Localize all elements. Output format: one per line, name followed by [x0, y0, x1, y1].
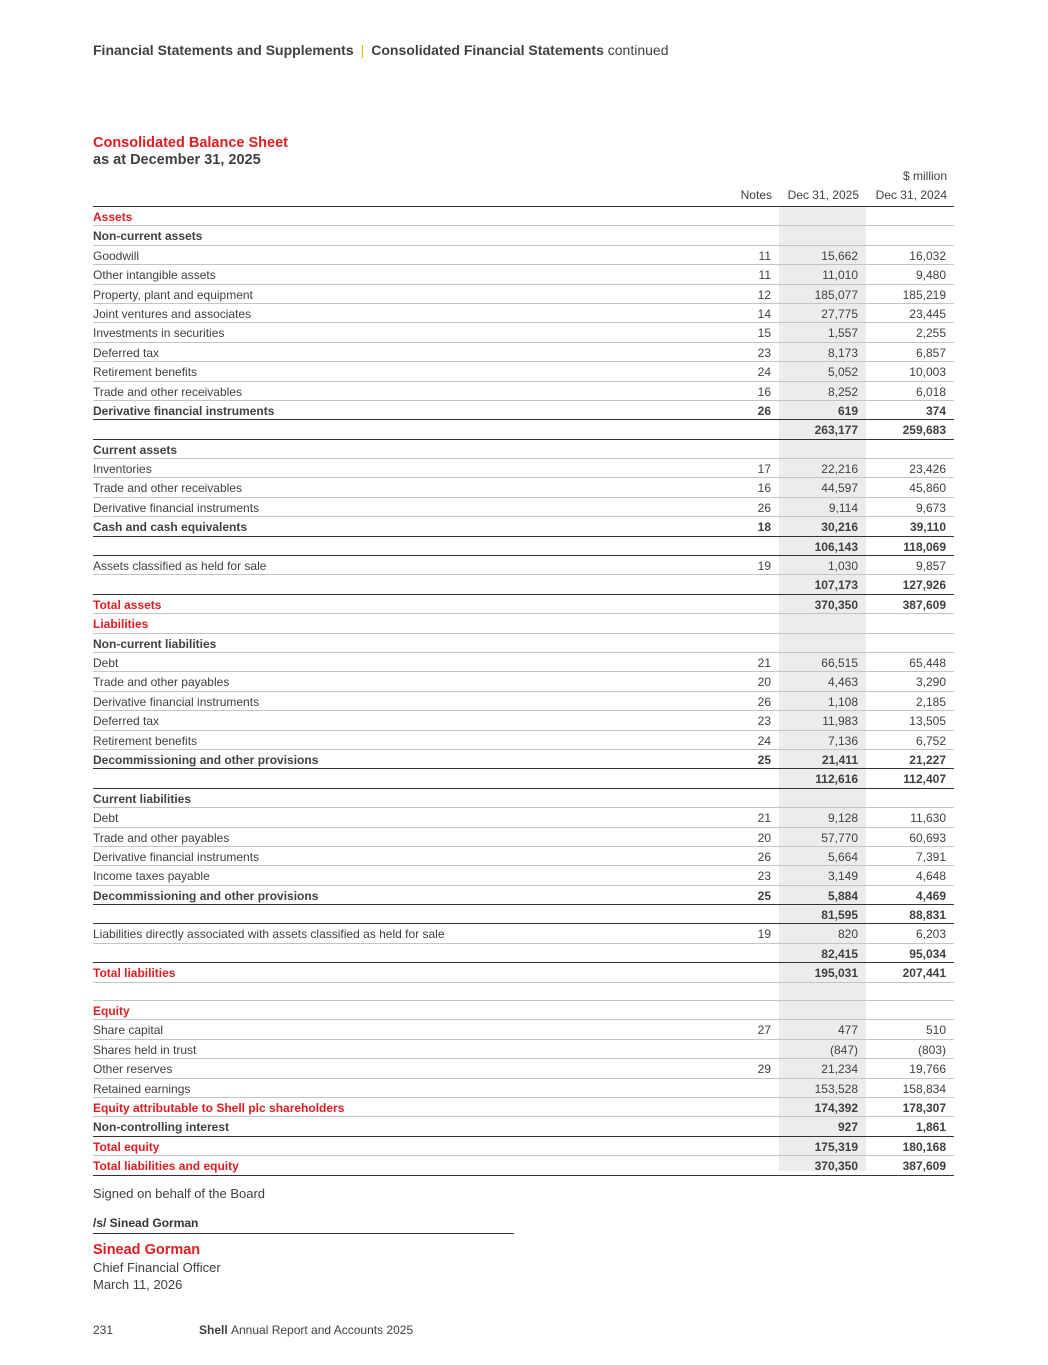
- row-label: Equity attributable to Shell plc shareholders: [93, 1100, 345, 1115]
- value-2024: 16,032: [909, 248, 946, 263]
- value-2025: 185,077: [814, 287, 858, 302]
- value-2024: 259,683: [902, 423, 946, 438]
- value-2025: 66,515: [821, 655, 858, 670]
- page-footer: [93, 1323, 414, 1337]
- value-2025: 153,528: [814, 1081, 858, 1096]
- value-2024: 4,648: [915, 869, 946, 884]
- column-header-notes: Notes: [740, 188, 772, 202]
- row-note: 19: [757, 927, 771, 942]
- table-row: [93, 1040, 954, 1059]
- table-row: [93, 343, 954, 362]
- row-label: Assets classified as held for sale: [93, 559, 267, 574]
- row-label: Share capital: [93, 1023, 164, 1038]
- table-row: [93, 789, 954, 808]
- value-2024: (803): [917, 1042, 946, 1057]
- row-label: Derivative financial instruments: [93, 694, 260, 709]
- table-row: [93, 478, 954, 497]
- row-note: 26: [757, 403, 771, 418]
- value-2025: 107,173: [814, 578, 858, 593]
- table-row: [93, 1156, 954, 1175]
- table-row: [93, 866, 954, 885]
- footer-brand: Shell: [199, 1323, 228, 1337]
- table-row: [93, 440, 954, 459]
- table-row: [93, 556, 954, 575]
- row-note: 16: [757, 384, 771, 399]
- value-2024: 60,693: [909, 830, 946, 845]
- value-2025: 21,234: [821, 1062, 858, 1077]
- value-2025: 820: [837, 927, 858, 942]
- value-2025: 5,884: [827, 888, 858, 903]
- row-label: Derivative financial instruments: [93, 849, 260, 864]
- value-2025: 175,319: [814, 1139, 858, 1154]
- row-label: Total equity: [93, 1139, 160, 1154]
- value-2025: 112,616: [815, 772, 858, 787]
- row-label: Inventories: [93, 462, 152, 477]
- value-2024: 3,290: [915, 675, 946, 690]
- value-2025: 370,350: [814, 597, 858, 612]
- value-2025: 106,143: [814, 539, 858, 554]
- value-2024: 11,630: [910, 811, 946, 826]
- column-header-2024: Dec 31, 2024: [875, 188, 947, 202]
- value-2025: 174,392: [814, 1100, 858, 1115]
- value-2024: 178,307: [902, 1100, 946, 1115]
- header-suffix: continued: [607, 42, 669, 58]
- value-2024: 2,255: [915, 326, 946, 341]
- value-2025: 8,173: [827, 345, 858, 360]
- value-2025: 9,114: [828, 500, 858, 515]
- row-label: Retirement benefits: [93, 365, 198, 380]
- row-note: 23: [757, 714, 771, 729]
- signatory-role: Chief Financial Officer: [93, 1260, 221, 1275]
- row-label: Equity: [93, 1004, 130, 1019]
- row-label: Shares held in trust: [93, 1042, 197, 1057]
- row-note: 21: [757, 811, 771, 826]
- value-2025: 8,252: [827, 384, 858, 399]
- table-row: [93, 304, 954, 323]
- table-row: [93, 828, 954, 847]
- table-row: [93, 537, 954, 556]
- value-2025: 927: [837, 1120, 858, 1135]
- row-label: Trade and other payables: [93, 675, 230, 690]
- table-row: [93, 401, 954, 420]
- value-2025: 22,216: [821, 462, 858, 477]
- row-label: Total liabilities: [93, 966, 176, 981]
- column-header-2025: Dec 31, 2025: [787, 188, 859, 202]
- row-note: 24: [757, 365, 771, 380]
- value-2024: 45,860: [909, 481, 946, 496]
- table-row: [93, 1001, 954, 1020]
- value-2024: 158,834: [902, 1081, 946, 1096]
- table-row: [93, 575, 954, 594]
- signed-statement: Signed on behalf of the Board: [93, 1186, 266, 1201]
- statement-subtitle: as at December 31, 2025: [93, 152, 261, 168]
- row-label: Liabilities directly associated with assets classified as held for sale: [93, 927, 445, 942]
- table-row: [93, 924, 954, 943]
- row-note: 29: [757, 1062, 771, 1077]
- row-note: 20: [757, 830, 771, 845]
- value-2025: (847): [829, 1042, 858, 1057]
- row-label: Goodwill: [93, 248, 140, 263]
- row-label: Other reserves: [93, 1062, 173, 1077]
- table-row: [93, 207, 954, 226]
- value-2024: 13,505: [909, 714, 946, 729]
- table-row: [93, 750, 954, 769]
- row-label: Deferred tax: [93, 714, 160, 729]
- value-2025: 1,108: [827, 694, 858, 709]
- table-row: [93, 653, 954, 672]
- value-2025: 11,010: [822, 268, 858, 283]
- value-2024: 180,168: [902, 1139, 946, 1154]
- table-row: [93, 963, 954, 982]
- value-2025: 4,463: [827, 675, 858, 690]
- table-row: [93, 905, 954, 924]
- value-2025: 44,597: [821, 481, 858, 496]
- row-label: Property, plant and equipment: [93, 287, 253, 302]
- row-label: Decommissioning and other provisions: [93, 888, 319, 903]
- table-row: [93, 711, 954, 730]
- value-2024: 6,018: [915, 384, 946, 399]
- row-label: Debt: [93, 811, 119, 826]
- row-label: Decommissioning and other provisions: [93, 752, 319, 767]
- table-row: [93, 595, 954, 614]
- value-2025: 21,411: [821, 752, 858, 767]
- row-note: 21: [757, 655, 771, 670]
- value-2024: 95,034: [909, 946, 946, 961]
- value-2024: 112,407: [903, 772, 946, 787]
- row-label: Retained earnings: [93, 1081, 191, 1096]
- page-number: 231: [93, 1323, 114, 1337]
- row-label: Non-controlling interest: [93, 1120, 229, 1135]
- row-note: 16: [757, 481, 771, 496]
- value-2024: 19,766: [909, 1062, 946, 1077]
- value-2025: 81,595: [821, 908, 858, 923]
- row-note: 23: [757, 345, 771, 360]
- row-note: 15: [757, 326, 771, 341]
- row-label: Trade and other receivables: [93, 384, 242, 399]
- row-note: 18: [757, 520, 771, 535]
- table-row: [93, 614, 954, 633]
- row-note: 11: [758, 268, 771, 283]
- row-note: 24: [757, 733, 771, 748]
- table-row: [93, 944, 954, 963]
- row-label: Trade and other receivables: [93, 481, 242, 496]
- table-row: [93, 731, 954, 750]
- value-2025: 5,052: [827, 365, 858, 380]
- row-note: 17: [757, 462, 771, 477]
- value-2024: 9,857: [915, 559, 946, 574]
- row-note: 20: [757, 675, 771, 690]
- value-2025: 57,770: [821, 830, 858, 845]
- table-row: [93, 886, 954, 905]
- table-row: [93, 517, 954, 536]
- header-title: Consolidated Financial Statements: [371, 42, 604, 58]
- table-row: [93, 1098, 954, 1117]
- statement-title: Consolidated Balance Sheet: [93, 135, 288, 151]
- page-header: [93, 42, 668, 58]
- row-note: 26: [757, 500, 771, 515]
- value-2024: 65,448: [909, 655, 946, 670]
- row-label: Deferred tax: [93, 345, 160, 360]
- value-2025: 27,775: [821, 306, 858, 321]
- row-label: Other intangible assets: [93, 268, 216, 283]
- row-label: Current assets: [93, 442, 178, 457]
- row-note: 26: [757, 849, 771, 864]
- table-row: [93, 634, 954, 653]
- value-2024: 207,441: [902, 966, 946, 981]
- value-2024: 7,391: [915, 849, 946, 864]
- header-separator: |: [360, 42, 365, 58]
- table-row: [93, 1020, 954, 1039]
- signature-line: /s/ Sinead Gorman: [93, 1216, 514, 1234]
- table-row: [93, 498, 954, 517]
- table-row: [93, 1059, 954, 1078]
- table-row: [93, 983, 954, 1001]
- value-2024: 88,831: [909, 908, 946, 923]
- value-2024: 510: [925, 1023, 946, 1038]
- unit-label: $ million: [902, 169, 947, 183]
- value-2025: 263,177: [814, 423, 858, 438]
- value-2025: 370,350: [814, 1159, 858, 1174]
- row-label: Total assets: [93, 597, 162, 612]
- row-label: Derivative financial instruments: [93, 403, 275, 418]
- value-2025: 477: [837, 1023, 858, 1038]
- value-2024: 127,926: [902, 578, 946, 593]
- table-row: [93, 1117, 954, 1136]
- row-label: Trade and other payables: [93, 830, 230, 845]
- value-2025: 5,664: [827, 849, 858, 864]
- value-2024: 387,609: [902, 597, 946, 612]
- value-2025: 619: [837, 403, 858, 418]
- value-2025: 15,662: [821, 248, 858, 263]
- table-row: [93, 672, 954, 691]
- row-note: 11: [758, 248, 771, 263]
- value-2025: 30,216: [821, 520, 858, 535]
- header-section: Financial Statements and Supplements: [93, 42, 354, 58]
- table-row: [93, 769, 954, 788]
- value-2024: 2,185: [915, 694, 946, 709]
- value-2024: 6,203: [915, 927, 946, 942]
- row-label: Investments in securities: [93, 326, 225, 341]
- row-note: 27: [757, 1023, 771, 1038]
- row-label: Total liabilities and equity: [93, 1159, 239, 1174]
- value-2024: 4,469: [915, 888, 946, 903]
- table-row: [93, 808, 954, 827]
- row-note: 26: [757, 694, 771, 709]
- value-2024: 10,003: [909, 365, 946, 380]
- row-label: Joint ventures and associates: [93, 306, 252, 321]
- row-label: Non-current assets: [93, 229, 203, 244]
- row-note: 25: [757, 888, 771, 903]
- value-2025: 1,030: [827, 559, 858, 574]
- value-2024: 374: [925, 403, 946, 418]
- value-2024: 1,861: [915, 1120, 946, 1135]
- row-label: Retirement benefits: [93, 733, 198, 748]
- row-label: Cash and cash equivalents: [93, 520, 248, 535]
- table-row: [93, 459, 954, 478]
- table-row: [93, 847, 954, 866]
- value-2025: 3,149: [827, 869, 858, 884]
- value-2024: 185,219: [902, 287, 946, 302]
- table-row: [93, 285, 954, 304]
- row-label: Liabilities: [93, 617, 149, 632]
- table-row: [93, 382, 954, 401]
- row-note: 19: [757, 559, 771, 574]
- value-2024: 23,445: [909, 306, 946, 321]
- row-label: Derivative financial instruments: [93, 500, 260, 515]
- value-2025: 82,415: [821, 946, 858, 961]
- table-row: [93, 362, 954, 381]
- row-label: Current liabilities: [93, 791, 192, 806]
- table-row: [93, 420, 954, 439]
- value-2024: 6,752: [915, 733, 946, 748]
- value-2025: 7,136: [827, 733, 858, 748]
- row-note: 14: [757, 306, 771, 321]
- value-2024: 39,110: [909, 520, 946, 535]
- signature-date: March 11, 2026: [93, 1277, 183, 1292]
- row-label: Income taxes payable: [93, 869, 210, 884]
- balance-sheet-table: [93, 206, 954, 1176]
- row-note: 23: [757, 869, 771, 884]
- table-row: [93, 226, 954, 245]
- table-row: [93, 323, 954, 342]
- value-2025: 11,983: [822, 714, 858, 729]
- value-2025: 1,557: [827, 326, 858, 341]
- value-2024: 6,857: [915, 345, 946, 360]
- value-2024: 23,426: [909, 462, 946, 477]
- row-label: Assets: [93, 210, 133, 224]
- table-row: [93, 692, 954, 711]
- value-2025: 195,031: [814, 966, 858, 981]
- value-2024: 9,673: [915, 500, 946, 515]
- row-label: Non-current liabilities: [93, 636, 217, 651]
- row-note: 25: [757, 752, 771, 767]
- row-note: 12: [757, 287, 771, 302]
- table-row: [93, 1137, 954, 1156]
- value-2024: 21,227: [909, 752, 946, 767]
- table-row: [93, 265, 954, 284]
- table-row: [93, 1079, 954, 1098]
- table-row: [93, 246, 954, 265]
- row-label: Debt: [93, 655, 119, 670]
- value-2024: 9,480: [915, 268, 946, 283]
- value-2025: 9,128: [827, 811, 858, 826]
- value-2024: 118,069: [903, 539, 946, 554]
- footer-report-title: Annual Report and Accounts 2025: [231, 1323, 414, 1337]
- value-2024: 387,609: [902, 1159, 946, 1174]
- signatory-name: Sinead Gorman: [93, 1242, 201, 1258]
